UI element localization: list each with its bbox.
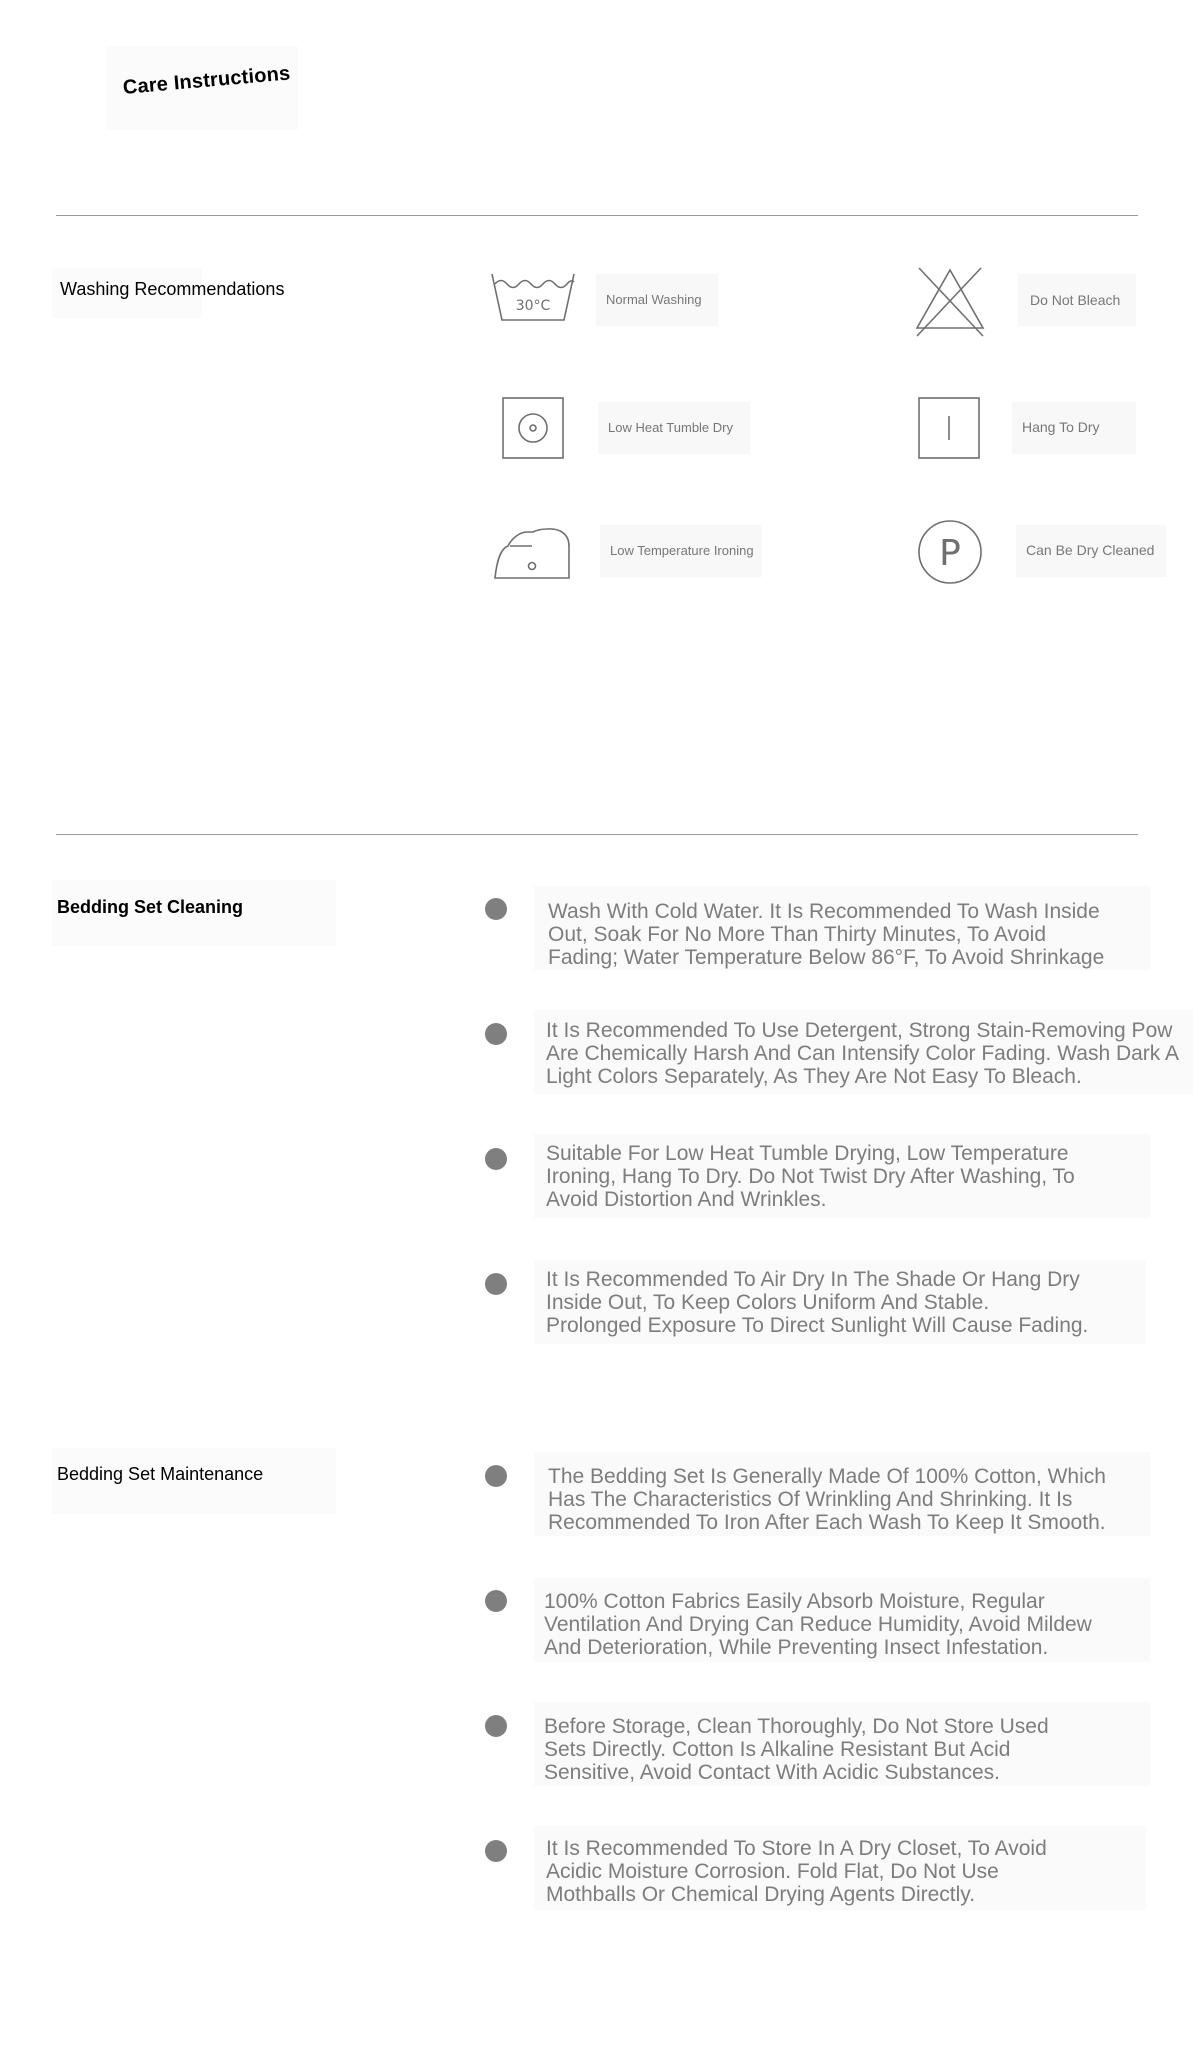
- low-temperature-iron-icon: [492, 524, 572, 582]
- maintenance-tip-2: 100% Cotton Fabrics Easily Absorb Moisture, Regular Ventilation And Drying Can Reduce Humidity, Avoid Mildew And Deterioration, While Preventing Insect Infestation.: [544, 1590, 1092, 1659]
- section-divider: [56, 834, 1138, 835]
- bullet-icon: [485, 1465, 507, 1487]
- bullet-icon: [485, 1023, 507, 1045]
- bullet-icon: [485, 1715, 507, 1737]
- care-label-normal-washing: Normal Washing: [606, 292, 702, 307]
- care-label-low-temperature-ironing: Low Temperature Ironing: [610, 543, 754, 558]
- cleaning-tip-3: Suitable For Low Heat Tumble Drying, Low Temperature Ironing, Hang To Dry. Do Not Twist Dry After Washing, To Avoid Distortion And Wrinkles.: [546, 1142, 1075, 1211]
- washing-section-label: Washing Recommendations: [60, 279, 285, 299]
- cleaning-tip-4: It Is Recommended To Air Dry In The Shade Or Hang Dry Inside Out, To Keep Colors Uniform And Stable. Prolonged Exposure To Direct Sunlight Will Cause Fading.: [546, 1268, 1089, 1337]
- maintenance-tip-4: It Is Recommended To Store In A Dry Closet, To Avoid Acidic Moisture Corrosion. Fold Flat, Do Not Use Mothballs Or Chemical Drying Agents Directly.: [546, 1837, 1047, 1906]
- cleaning-tip-2: It Is Recommended To Use Detergent, Strong Stain-Removing Pow Are Chemically Harsh And Can Intensify Color Fading. Wash Dark A Light Colors Separately, As They Are Not Easy To Bleach.: [546, 1019, 1179, 1088]
- cleaning-section-label: Bedding Set Cleaning: [57, 897, 244, 917]
- wash-30c-icon: [488, 270, 578, 324]
- bullet-icon: [485, 898, 507, 920]
- maintenance-tip-3: Before Storage, Clean Thoroughly, Do Not Store Used Sets Directly. Cotton Is Alkaline Resistant But Acid Sensitive, Avoid Contact With Acidic Substances.: [544, 1715, 1049, 1784]
- care-label-do-not-bleach: Do Not Bleach: [1030, 292, 1121, 308]
- care-label-dry-cleaned: Can Be Dry Cleaned: [1026, 542, 1155, 558]
- dry-clean-p-icon: [917, 519, 983, 585]
- care-label-hang-to-dry: Hang To Dry: [1022, 419, 1100, 435]
- page-title: Care Instructions: [121, 62, 292, 99]
- maintenance-tip-1: The Bedding Set Is Generally Made Of 100% Cotton, Which Has The Characteristics Of Wrinkling And Shrinking. It Is Recommended To Iron After Each Wash To Keep It Smooth.: [548, 1465, 1106, 1534]
- bullet-icon: [485, 1273, 507, 1295]
- care-label-low-heat-tumble-dry: Low Heat Tumble Dry: [608, 420, 733, 435]
- do-not-bleach-icon: [913, 264, 987, 338]
- low-heat-tumble-dry-icon: [502, 397, 564, 459]
- maintenance-section-label: Bedding Set Maintenance: [57, 1464, 264, 1484]
- dry-clean-letter: P: [939, 533, 961, 574]
- wash-temperature-text: 30°C: [515, 298, 551, 314]
- section-divider: [56, 215, 1138, 216]
- bullet-icon: [485, 1590, 507, 1612]
- bullet-icon: [485, 1840, 507, 1862]
- bullet-icon: [485, 1148, 507, 1170]
- cleaning-tip-1: Wash With Cold Water. It Is Recommended To Wash Inside Out, Soak For No More Than Thirty Minutes, To Avoid Fading; Water Temperature Below 86°F, To Avoid Shrinkage: [548, 900, 1105, 969]
- hang-to-dry-icon: [918, 397, 980, 459]
